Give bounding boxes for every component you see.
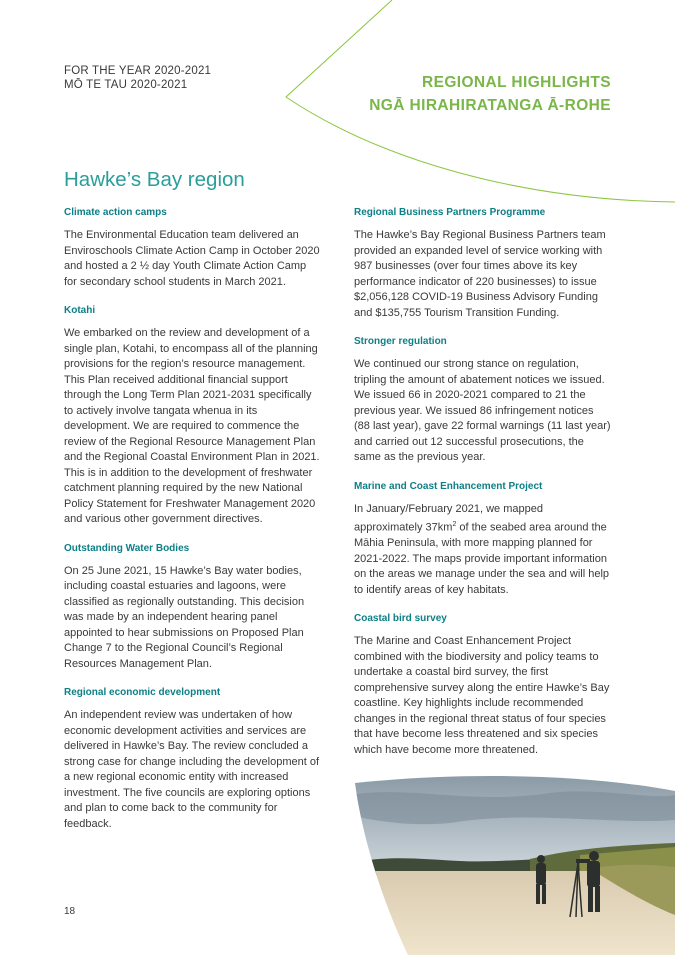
page-number: 18 [64, 906, 76, 917]
marine-coast-project-heading: Marine and Coast Enhancement Project [354, 480, 543, 492]
coastal-survey-photo [350, 775, 675, 955]
page-title: Hawke’s Bay region [64, 168, 245, 191]
year-maori: MŌ TE TAU 2020-2021 [64, 79, 188, 91]
left-column [64, 206, 322, 846]
squared-superscript: 2 [452, 521, 457, 528]
stronger-regulation-text: We continued our strong stance on regulation, tripling the amount of abatement notices we issued. We issued 66 in 2020-2021 compared to 21 the previous year. We issued 86 infringement notices (88 last year), gave 22 formal warnings (11 last year) and carried out 12 successful prosecutions, the same as the previous year. [354, 358, 611, 463]
marine-coast-project-text [354, 502, 612, 599]
outstanding-water-bodies-text: On 25 June 2021, 15 Hawke’s Bay water bodies, including coastal estuaries and lagoons, were classified as regionally outstanding. This decision was made by an independent hearing panel appointed to hear submissions on Proposed Plan Change 7 to the Regional Council’s Regional Resources Management Plan. [64, 564, 305, 670]
regional-economic-development-text: An independent review was undertaken of how economic development activities and services are delivered in Hawke’s Bay. The review concluded a strong case for change including the development of a new regional economic entity with increased investment. The five councils are exploring options and plan to come back to the community for feedback. [64, 709, 319, 830]
marine-text-start: In January/February 2021, we mapped approximately 37km [354, 502, 543, 534]
regional-economic-development-heading: Regional economic development [64, 687, 221, 698]
year-english: FOR THE YEAR 2020-2021 [64, 65, 212, 77]
coastal-bird-survey-heading: Coastal bird survey [354, 613, 447, 625]
climate-action-camps-heading: Climate action camps [64, 207, 167, 218]
section-title-maori: NGĀ HIRAHIRATANGA Ā-ROHE [369, 97, 611, 114]
stronger-regulation-heading: Stronger regulation [354, 336, 447, 347]
business-partners-heading: Regional Business Partners Programme [354, 207, 546, 218]
kotahi-text: We embarked on the review and development of a single plan, Kotahi, to encompass all of the planning provisions for the region’s resource management. This Plan received additional financial support through the Long Term Plan 2021-2031 specifically to actively involve tangata whenua in its development. We are required to commence the review of the Regional Resource Management Plan and the Regional Coastal Environment Plan in 2021. This is in addition to the development of freshwater catchment planning required by the new National Policy Statement for Freshwater Management 2020 and various other government directives. [64, 327, 320, 525]
right-column [354, 206, 612, 772]
section-title [369, 71, 611, 117]
coastal-bird-survey-text: The Marine and Coast Enhancement Project combined with the biodiversity and policy teams to undertake a coastal bird survey, the first comprehensive survey along the entire Hawke’s Bay coastline. Key highlights include recommended changes in the regional threat status of four species that have become less threatened and six species which have become more threatened. [354, 635, 610, 756]
climate-action-camps-text: The Environmental Education team delivered an Enviroschools Climate Action Camp in October 2020 and hosted a 2 ½ day Youth Climate Action Camp for secondary school students in March 2021. [64, 229, 320, 288]
section-title-english: REGIONAL HIGHLIGHTS [421, 74, 611, 91]
report-year-label [64, 64, 211, 92]
marine-text-end: of the seabed area around the Māhia Peninsula, with more mapping planned for 2021-2022. The maps provide important information on the areas we manage under the sea and will help to identify areas of key habitats. [354, 521, 610, 596]
business-partners-text: The Hawke’s Bay Regional Business Partners team provided an expanded level of service working with 987 businesses (over four times above its key performance indicator of 220 businesses) to issue $2,056,128 COVID-19 Business Advisory Funding and $135,755 Tourism Transition Funding. [354, 229, 606, 319]
outstanding-water-bodies-heading: Outstanding Water Bodies [64, 542, 190, 554]
kotahi-heading: Kotahi [64, 305, 96, 316]
